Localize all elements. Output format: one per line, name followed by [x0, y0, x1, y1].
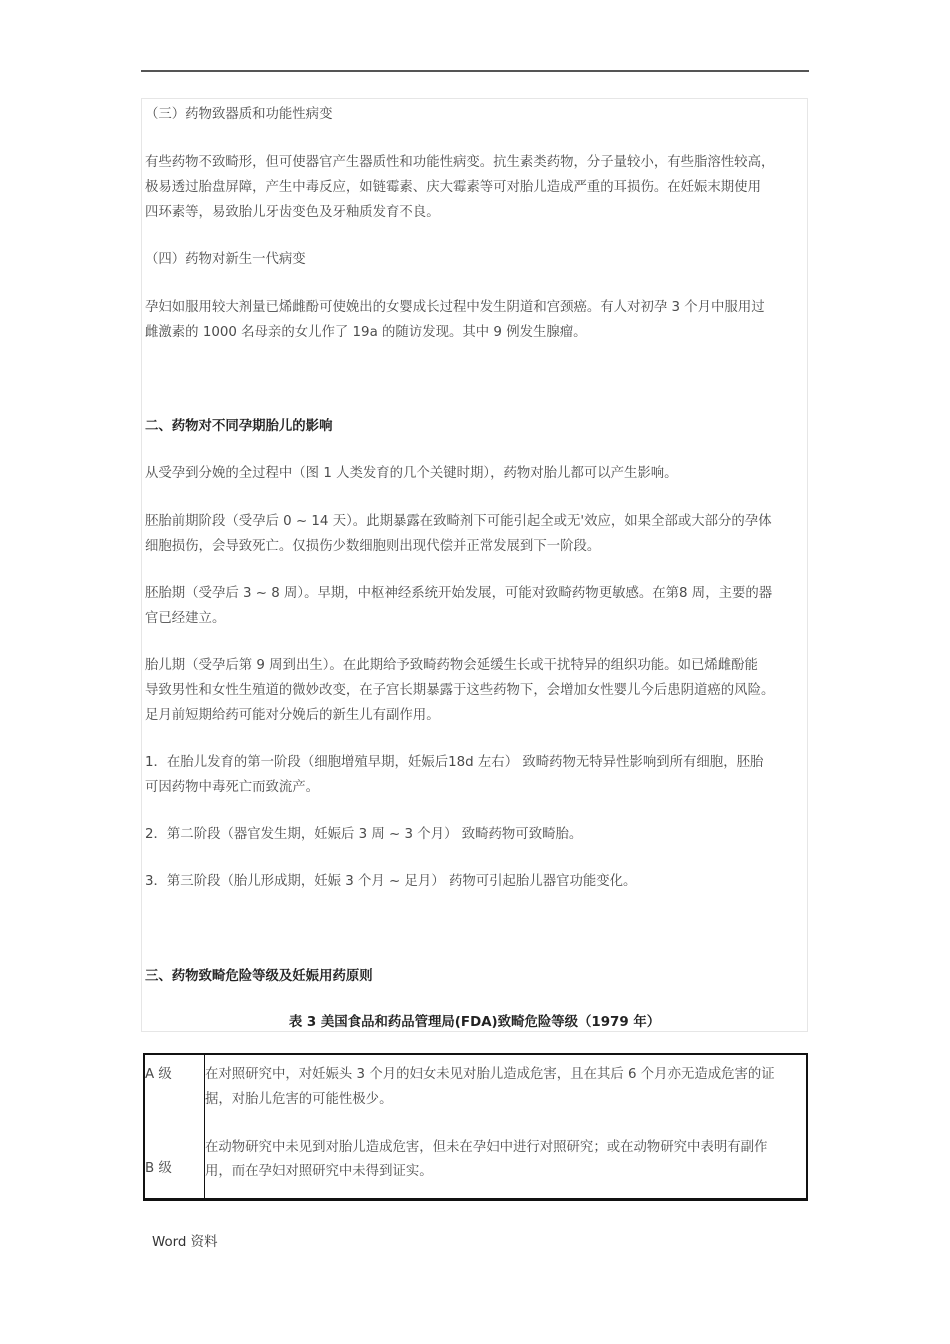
part2-intro: 从受孕到分娩的全过程中（图 1 人类发育的几个关键时期），药物对胎儿都可以产生影响。	[145, 466, 678, 481]
embryo-line-2: 官已经建立。	[145, 611, 226, 626]
fetal-line-1: 胎儿期（受孕后第 9 周到出生）。在此期给予致畸药物会延缓生长或干扰特异的组织功能。如已烯雌酚能	[145, 658, 758, 673]
embryo-line-1: 胚胎期（受孕后 3 ~ 8 周）。早期，中枢神经系统开始发展，可能对致畸药物更敏感。在第8 周，主要的器	[145, 586, 773, 601]
section3-line-1: 有些药物不致畸形，但可使器官产生器质性和功能性病变。抗生素类药物，分子量较小，有些脂溶性较高，	[145, 155, 775, 170]
footer-label: Word 资料	[152, 1235, 218, 1250]
stage1-line-1: 1．在胎儿发育的第一阶段（细胞增殖早期，妊娠后18d 左右） 致畸药物无特异性影响到所有细胞，胚胎	[145, 755, 764, 770]
header-rule	[141, 70, 809, 72]
part3-heading: 三、药物致畸危险等级及妊娠用药原则	[145, 969, 373, 984]
fda-risk-table	[143, 1053, 808, 1201]
section3-line-3: 四环素等，易致胎儿牙齿变色及牙釉质发育不良。	[145, 205, 440, 220]
part2-heading: 二、药物对不同孕期胎儿的影响	[145, 419, 333, 434]
fetal-line-2: 导致男性和女性生殖道的微妙改变，在子宫长期暴露于这些药物下，会增加女性婴儿今后患阴道癌的风险。	[145, 683, 775, 698]
grade-a-desc-line-2: 据，对胎儿危害的可能性极少。	[205, 1092, 393, 1107]
grade-b-desc-line-1: 在动物研究中未见到对胎儿造成危害，但未在孕妇中进行对照研究；或在动物研究中表明有副作	[205, 1140, 768, 1155]
table-caption: 表 3 美国食品和药品管理局(FDA)致畸危险等级（1979 年）	[288, 1015, 661, 1030]
pre-embryo-line-1: 胚胎前期阶段（受孕后 0 ~ 14 天）。此期暴露在致畸剂下可能引起全或无'效应，如果全部或大部分的孕体	[145, 514, 772, 529]
grade-a-desc-line-1: 在对照研究中，对妊娠头 3 个月的妇女未见对胎儿造成危害，且在其后 6 个月亦无造成危害的证	[205, 1067, 775, 1082]
grade-b-desc-line-2: 用，而在孕妇对照研究中未得到证实。	[205, 1164, 433, 1179]
stage3-line: 3．第三阶段（胎儿形成期，妊娠 3 个月 ~ 足月） 药物可引起胎儿器官功能变化。	[145, 874, 637, 889]
stage2-line: 2．第二阶段（器官发生期，妊娠后 3 周 ~ 3 个月） 致畸药物可致畸胎。	[145, 827, 583, 842]
section3-line-2: 极易透过胎盘屏障，产生中毒反应，如链霉素、庆大霉素等可对胎儿造成严重的耳损伤。在妊娠末期使用	[145, 180, 761, 195]
pre-embryo-line-2: 细胞损伤，会导致死亡。仅损伤少数细胞则出现代偿并正常发展到下一阶段。	[145, 539, 601, 554]
content-frame	[141, 98, 808, 1032]
section3-heading: （三）药物致器质和功能性病变	[145, 107, 333, 122]
section4-heading: （四）药物对新生一代病变	[145, 252, 306, 267]
fetal-line-3: 足月前短期给药可能对分娩后的新生儿有副作用。	[145, 708, 440, 723]
stage1-line-2: 可因药物中毒死亡而致流产。	[145, 780, 320, 795]
section4-line-1: 孕妇如服用较大剂量已烯雌酚可使娩出的女婴成长过程中发生阴道和宫颈癌。有人对初孕 3 个月中服用过	[145, 300, 765, 315]
section4-line-2: 雌激素的 1000 名母亲的女儿作了 19a 的随访发现。其中 9 例发生腺瘤。	[145, 325, 587, 340]
grade-b-label: B 级	[145, 1161, 172, 1176]
grade-a-label: A 级	[145, 1067, 172, 1082]
